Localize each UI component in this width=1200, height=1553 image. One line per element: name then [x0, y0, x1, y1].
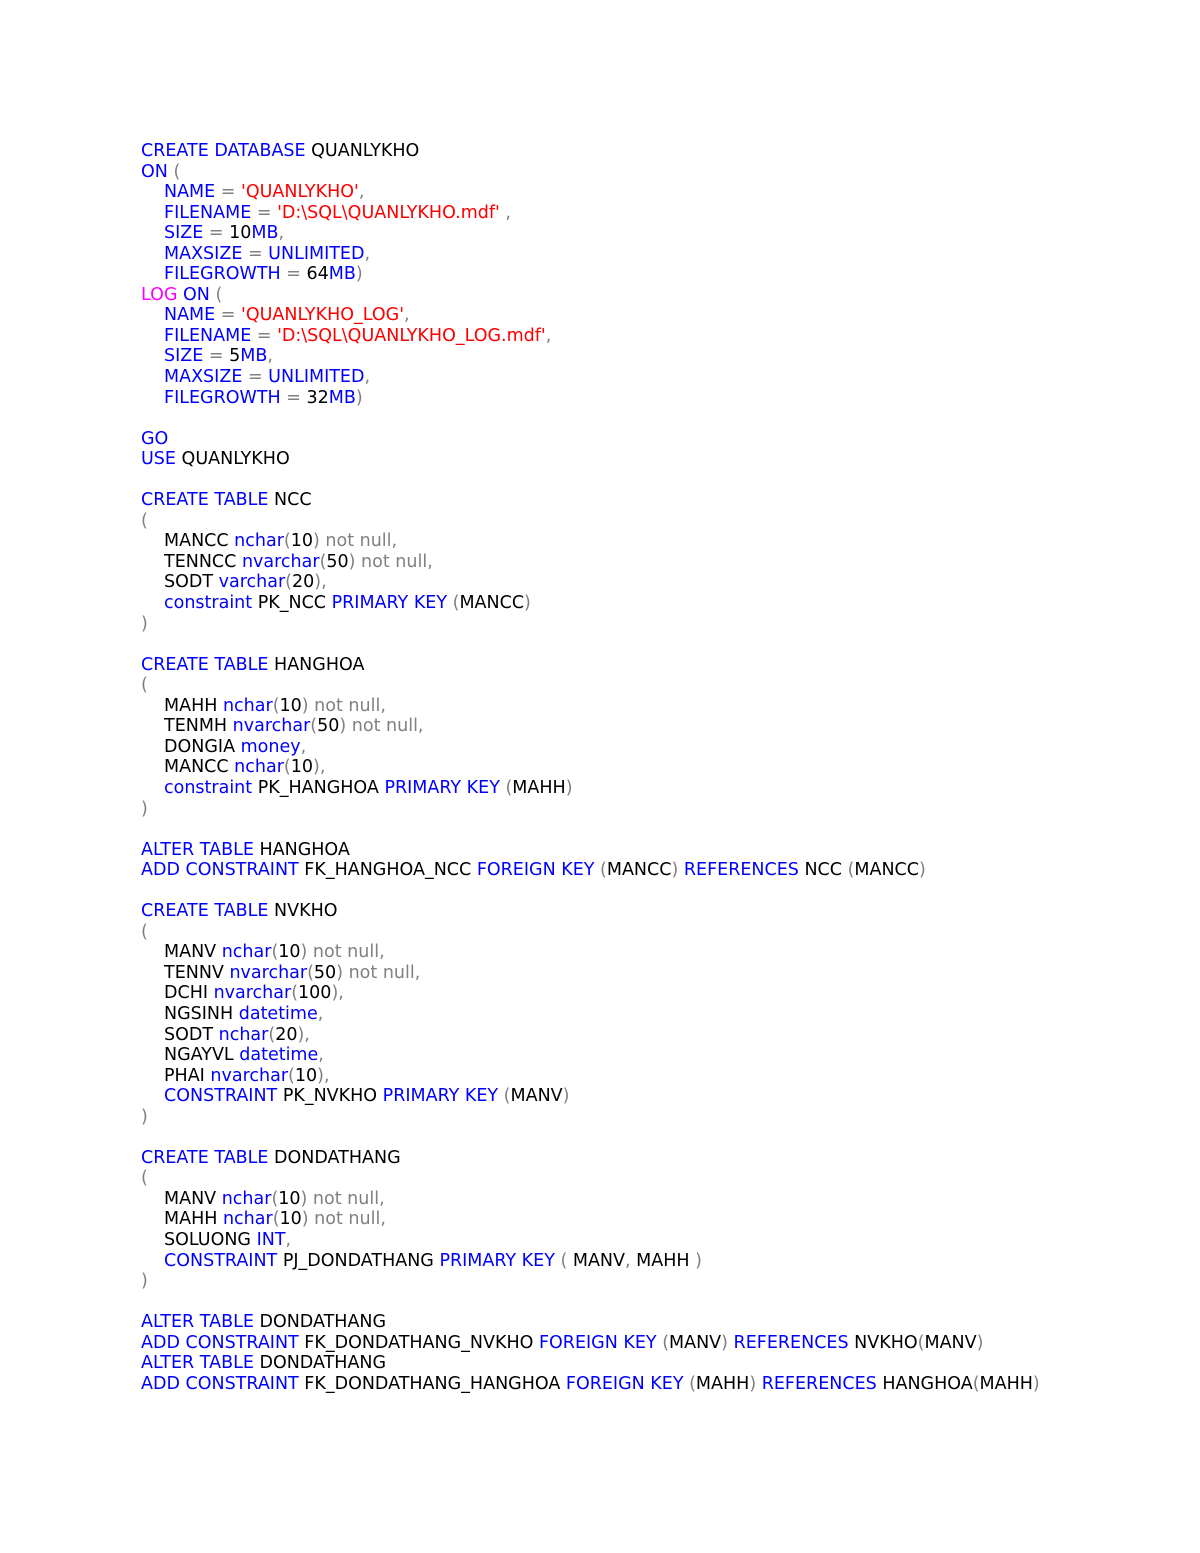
code-token: HANGHOA — [876, 1373, 973, 1394]
code-token: NAME — [164, 305, 216, 326]
code-token: ) — [562, 1086, 570, 1107]
code-token: ), — [314, 572, 327, 593]
code-line — [141, 1312, 1171, 1333]
code-token: MANCC — [459, 593, 525, 614]
code-token: FILENAME — [164, 325, 252, 346]
code-token: NCC — [268, 490, 312, 511]
code-token: constraint — [164, 593, 253, 614]
code-token: ), — [317, 1065, 330, 1086]
code-token: MAHH — [164, 695, 223, 716]
code-token: FK_DONDATHANG_HANGHOA — [298, 1373, 566, 1394]
code-token: MANV — [164, 1188, 222, 1209]
code-token: , — [300, 736, 307, 757]
code-token: MB — [328, 264, 356, 285]
code-token: , — [278, 223, 285, 244]
code-token: , — [364, 243, 371, 264]
code-token: PRIMARY KEY — [439, 1250, 555, 1271]
blank-line — [141, 634, 1171, 655]
code-token: ) — [671, 860, 684, 881]
code-token: FILEGROWTH — [164, 264, 281, 285]
code-token: INT — [256, 1229, 286, 1250]
code-token: 10 — [278, 942, 301, 963]
code-line — [141, 675, 1171, 696]
code-token: NVKHO — [848, 1332, 918, 1353]
code-token: = — [280, 387, 307, 408]
code-token: ) — [565, 777, 573, 798]
blank-line — [141, 881, 1171, 902]
code-token: nchar — [234, 531, 284, 552]
code-token: MB — [251, 223, 279, 244]
code-line — [141, 1004, 1171, 1025]
code-line — [141, 1251, 1171, 1272]
code-token: FILENAME — [164, 202, 252, 223]
code-token: , — [364, 367, 371, 388]
code-line — [141, 1209, 1171, 1230]
code-line — [141, 1230, 1171, 1251]
code-token: varchar — [218, 572, 286, 593]
code-token: nvarchar — [241, 551, 320, 572]
code-token: , — [317, 1003, 324, 1024]
code-token: MANV — [572, 1250, 625, 1271]
code-token: 20 — [275, 1024, 298, 1045]
code-token: 50 — [326, 551, 349, 572]
code-token: MAHH — [164, 1209, 223, 1230]
code-token: FK_HANGHOA_NCC — [298, 860, 477, 881]
code-token: nchar — [222, 695, 273, 716]
code-token: FOREIGN KEY — [538, 1332, 657, 1353]
code-token: 10 — [290, 531, 314, 552]
code-token: = — [215, 305, 242, 326]
code-token: PRIMARY KEY — [384, 777, 500, 798]
code-token: MANCC — [606, 860, 672, 881]
code-token: NVKHO — [268, 901, 338, 922]
code-line — [141, 963, 1171, 984]
code-line — [141, 346, 1171, 367]
code-token: ( — [447, 593, 460, 614]
code-token: MANV — [669, 1332, 722, 1353]
code-token: nchar — [221, 1188, 272, 1209]
code-token: QUANLYKHO — [305, 141, 420, 161]
code-token: , — [358, 182, 365, 203]
code-token: 50 — [313, 962, 337, 983]
code-token: ) not null, — [301, 1209, 386, 1230]
code-token: ) — [355, 387, 363, 408]
code-token: ( — [272, 695, 280, 716]
code-token: ( — [141, 510, 148, 531]
code-token: REFERENCES — [761, 1373, 877, 1394]
code-token: , — [285, 1229, 292, 1250]
code-line — [141, 1353, 1171, 1374]
code-token: ) — [689, 1250, 702, 1271]
code-token: nchar — [234, 757, 284, 778]
code-token: ) not null, — [348, 551, 433, 572]
code-token: 50 — [317, 716, 340, 737]
code-token: USE — [141, 449, 176, 470]
code-token: ( — [972, 1373, 980, 1394]
code-token: = — [242, 367, 269, 388]
code-token: UNLIMITED — [268, 243, 365, 264]
code-token: ( — [307, 962, 314, 983]
code-token: = — [215, 182, 242, 203]
code-token: UNLIMITED — [268, 367, 365, 388]
code-token: ADD CONSTRAINT — [141, 1373, 299, 1394]
code-token: ON — [141, 161, 168, 182]
code-token: ( — [167, 161, 181, 182]
blank-line — [141, 1292, 1171, 1313]
code-token: SOLUONG — [164, 1229, 257, 1250]
code-token: ADD CONSTRAINT — [141, 860, 299, 881]
code-token: ), — [331, 983, 344, 1004]
code-token: MAHH — [695, 1373, 750, 1394]
code-token: ) — [141, 798, 148, 819]
code-token: PK_HANGHOA — [252, 777, 385, 798]
code-line — [141, 1271, 1171, 1292]
code-token: ) not null, — [300, 1188, 385, 1209]
code-line — [141, 737, 1171, 758]
code-token: ( — [272, 1209, 280, 1230]
code-token: ) — [919, 860, 926, 881]
code-token: REFERENCES — [683, 860, 799, 881]
code-line — [141, 552, 1171, 573]
code-token: DCHI — [164, 983, 214, 1004]
code-token: ( — [291, 983, 299, 1004]
code-line — [141, 901, 1171, 922]
code-token: ( — [683, 1373, 696, 1394]
code-token: NAME — [164, 182, 216, 203]
code-token: , — [625, 1250, 637, 1271]
code-line — [141, 1086, 1171, 1107]
code-line — [141, 1374, 1171, 1395]
code-token: nvarchar — [232, 716, 311, 737]
code-token: ( — [847, 860, 855, 881]
code-token: MAXSIZE — [164, 243, 243, 264]
code-line — [141, 1107, 1171, 1128]
code-token: 32 — [306, 387, 329, 408]
code-token: 'QUANLYKHO_LOG' — [241, 305, 405, 326]
code-token: ) not null, — [300, 942, 385, 963]
code-token: ) not null, — [313, 531, 398, 552]
code-token: LOG — [141, 284, 178, 305]
sql-code-block — [141, 141, 1171, 1394]
code-token: PRIMARY KEY — [331, 593, 448, 614]
code-token: PK_NCC — [252, 593, 332, 614]
code-token: ) not null, — [301, 695, 386, 716]
code-token: money — [240, 736, 301, 757]
code-token: HANGHOA — [253, 839, 350, 860]
code-line — [141, 757, 1171, 778]
code-line — [141, 1333, 1171, 1354]
code-line — [141, 264, 1171, 285]
code-line — [141, 942, 1171, 963]
code-token: PK_NVKHO — [277, 1086, 383, 1107]
code-line — [141, 1066, 1171, 1087]
code-line — [141, 531, 1171, 552]
code-token: MAHH — [512, 777, 566, 798]
code-token: = — [203, 346, 230, 367]
code-token: ) — [355, 264, 363, 285]
code-token: FK_DONDATHANG_NVKHO — [298, 1332, 539, 1353]
code-token: FOREIGN KEY — [476, 860, 595, 881]
code-token: SIZE — [164, 346, 204, 367]
code-token: nvarchar — [213, 983, 292, 1004]
code-line — [141, 840, 1171, 861]
code-token: ( — [917, 1332, 925, 1353]
code-token: ( — [283, 531, 291, 552]
code-token: SODT — [164, 572, 219, 593]
code-token: 10 — [229, 223, 252, 244]
code-token: MANV — [924, 1332, 977, 1353]
code-token: MB — [328, 387, 356, 408]
code-token: 5 — [229, 346, 241, 367]
code-line — [141, 141, 1171, 162]
code-line — [141, 922, 1171, 943]
code-token: GO — [141, 428, 169, 449]
code-token: ) — [141, 1271, 148, 1292]
code-token: SODT — [164, 1024, 219, 1045]
code-token: NGSINH — [164, 1003, 239, 1024]
code-token: datetime — [239, 1045, 319, 1066]
code-token: QUANLYKHO — [175, 449, 290, 470]
code-token: = — [280, 264, 307, 285]
code-token: MANCC — [854, 860, 919, 881]
code-line — [141, 388, 1171, 409]
code-line — [141, 162, 1171, 183]
code-token: ON — [177, 284, 210, 305]
code-line — [141, 696, 1171, 717]
code-token: CREATE TABLE — [141, 490, 269, 511]
code-line — [141, 244, 1171, 265]
code-token: NCC — [798, 860, 848, 881]
code-line — [141, 614, 1171, 635]
code-line — [141, 203, 1171, 224]
code-line — [141, 860, 1171, 881]
code-token: 'D:\SQL\QUANLYKHO.mdf' — [277, 202, 500, 223]
code-line — [141, 305, 1171, 326]
code-token: ( — [319, 551, 327, 572]
code-token: TENNV — [164, 962, 230, 983]
code-token: 10 — [290, 757, 314, 778]
code-line — [141, 449, 1171, 470]
code-line — [141, 490, 1171, 511]
code-line — [141, 285, 1171, 306]
code-token: MANCC — [164, 757, 235, 778]
code-token: TENNCC — [164, 551, 242, 572]
code-token: ( — [283, 757, 291, 778]
code-token: ALTER TABLE — [141, 1312, 254, 1333]
code-token: ( — [271, 942, 279, 963]
code-token: MB — [240, 346, 268, 367]
code-line — [141, 593, 1171, 614]
code-token: HANGHOA — [268, 654, 365, 675]
code-token: ( — [141, 921, 148, 942]
code-token: ( — [498, 1086, 511, 1107]
code-token: ) — [749, 1373, 762, 1394]
code-token: nvarchar — [210, 1065, 289, 1086]
code-token: MAHH — [979, 1373, 1033, 1394]
code-token: CREATE TABLE — [141, 654, 269, 675]
code-token: = — [203, 223, 230, 244]
code-token: nchar — [222, 1209, 273, 1230]
code-token: 64 — [306, 264, 329, 285]
code-token: 'QUANLYKHO' — [241, 182, 359, 203]
code-token: , — [318, 1045, 324, 1066]
code-token: ) — [141, 1106, 148, 1127]
code-token: MAXSIZE — [164, 367, 243, 388]
code-token: ADD CONSTRAINT — [141, 1332, 299, 1353]
code-token: datetime — [238, 1003, 318, 1024]
code-line — [141, 716, 1171, 737]
code-line — [141, 1045, 1171, 1066]
code-token: ) — [721, 1332, 734, 1353]
code-token: MAHH — [636, 1250, 690, 1271]
code-token: ( — [271, 1188, 279, 1209]
code-line — [141, 1168, 1171, 1189]
code-token: , — [545, 325, 552, 346]
code-token: ) not null, — [336, 962, 421, 983]
code-token: ( — [499, 777, 513, 798]
code-token: , — [267, 346, 273, 367]
code-token: ( — [554, 1250, 573, 1271]
code-token: , — [404, 305, 410, 326]
code-line — [141, 367, 1171, 388]
code-token: ), — [297, 1024, 310, 1045]
code-token: CREATE TABLE — [141, 1147, 269, 1168]
code-token: ALTER TABLE — [141, 1353, 254, 1374]
code-token: = — [251, 325, 278, 346]
code-token: PHAI — [164, 1065, 211, 1086]
code-token: CONSTRAINT — [164, 1086, 278, 1107]
code-token: nvarchar — [229, 962, 308, 983]
code-token: 20 — [291, 572, 315, 593]
code-token: ) — [976, 1332, 984, 1353]
code-line — [141, 1025, 1171, 1046]
code-line — [141, 778, 1171, 799]
code-token: ( — [656, 1332, 670, 1353]
code-line — [141, 429, 1171, 450]
code-token: NGAYVL — [164, 1045, 240, 1066]
code-token: MANV — [510, 1086, 563, 1107]
code-token: ( — [141, 675, 148, 696]
code-token: MANV — [164, 942, 222, 963]
code-line — [141, 572, 1171, 593]
code-token: ( — [594, 860, 607, 881]
code-token: ) — [524, 593, 531, 614]
code-token: PJ_DONDATHANG — [277, 1250, 440, 1271]
code-token: DONGIA — [164, 736, 241, 757]
code-token: 10 — [279, 695, 302, 716]
code-line — [141, 1189, 1171, 1210]
code-token: ( — [268, 1024, 276, 1045]
code-token: ALTER TABLE — [141, 839, 254, 860]
code-line — [141, 223, 1171, 244]
code-token: DONDATHANG — [268, 1147, 401, 1168]
code-token: nchar — [218, 1024, 269, 1045]
blank-line — [141, 819, 1171, 840]
code-token: FOREIGN KEY — [565, 1373, 684, 1394]
code-token: CREATE DATABASE — [141, 141, 306, 161]
code-line — [141, 1148, 1171, 1169]
code-token: nchar — [221, 942, 272, 963]
code-token: ), — [313, 757, 326, 778]
code-token: TENMH — [164, 716, 233, 737]
code-token: ( — [285, 572, 292, 593]
code-token: ) not null, — [339, 716, 424, 737]
code-token: 100 — [298, 983, 332, 1004]
code-token: 10 — [278, 1188, 301, 1209]
code-token: ) — [141, 613, 148, 634]
code-line — [141, 511, 1171, 532]
code-token: 'D:\SQL\QUANLYKHO_LOG.mdf' — [277, 325, 546, 346]
code-token: REFERENCES — [733, 1332, 849, 1353]
code-line — [141, 983, 1171, 1004]
code-token: ( — [209, 284, 223, 305]
code-token: ( — [310, 716, 318, 737]
code-token: CREATE TABLE — [141, 901, 269, 922]
code-token: , — [499, 202, 511, 223]
code-token: ( — [288, 1065, 295, 1086]
code-token: 10 — [294, 1065, 318, 1086]
code-token: CONSTRAINT — [164, 1250, 278, 1271]
code-token: constraint — [164, 777, 253, 798]
code-token: ) — [1032, 1373, 1040, 1394]
code-line — [141, 182, 1171, 203]
code-line — [141, 655, 1171, 676]
code-line — [141, 326, 1171, 347]
blank-line — [141, 470, 1171, 491]
blank-line — [141, 1127, 1171, 1148]
code-token: = — [251, 202, 278, 223]
blank-line — [141, 408, 1171, 429]
code-token: MANCC — [164, 531, 235, 552]
code-token: DONDATHANG — [253, 1353, 387, 1374]
code-token: = — [242, 243, 269, 264]
code-token: ( — [141, 1168, 148, 1189]
code-token: DONDATHANG — [253, 1312, 387, 1333]
code-token: FILEGROWTH — [164, 387, 281, 408]
code-token: 10 — [279, 1209, 302, 1230]
code-line — [141, 799, 1171, 820]
code-token: PRIMARY KEY — [382, 1086, 499, 1107]
code-token: SIZE — [164, 223, 204, 244]
